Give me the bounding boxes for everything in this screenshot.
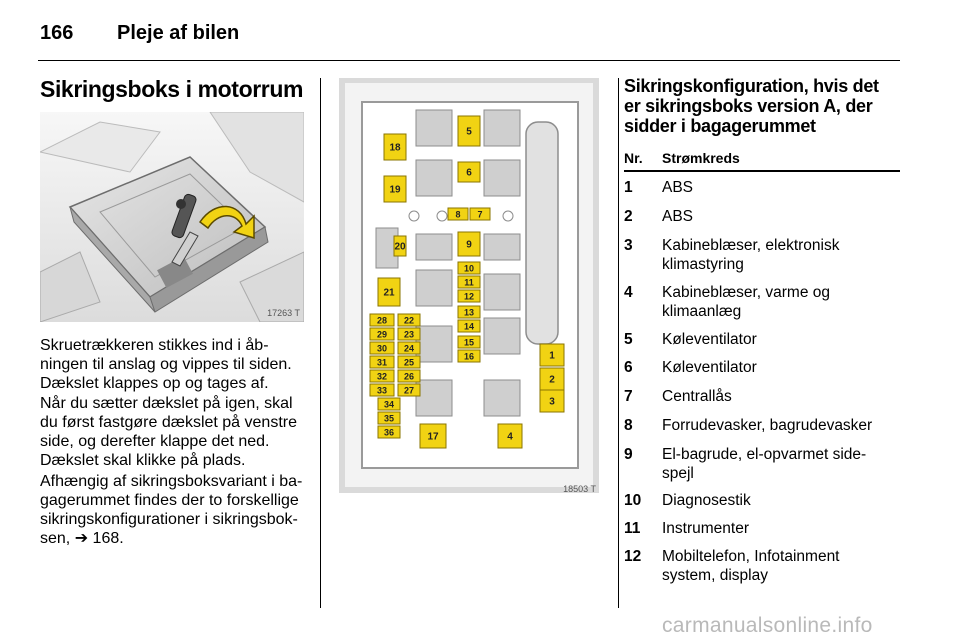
- circuit-description: Kabineblæser, varme og klimaanlæg: [662, 284, 831, 320]
- fuse-label: 28: [376, 315, 388, 326]
- relay-block: [416, 270, 452, 306]
- circuit-description: ABS: [662, 208, 694, 225]
- circuit-description: Centrallås: [662, 388, 732, 405]
- column-header-circuit: Strømkreds: [662, 150, 740, 166]
- fuse-label: 31: [376, 357, 388, 368]
- mounting-hole: [437, 211, 447, 221]
- relay-block: [416, 380, 452, 416]
- column-divider-right: [618, 78, 619, 608]
- fuse-label: 20: [394, 241, 406, 253]
- fuse-label: 13: [463, 307, 475, 318]
- circuit-description: Instrumenter: [662, 520, 750, 537]
- fuse-slot-18: [384, 134, 406, 160]
- circuit-description: Køleventilator: [662, 359, 757, 376]
- fuse-label: 15: [463, 337, 475, 348]
- circuit-description: El-bagrude, el-opvarmet side- spejl: [662, 446, 867, 482]
- relay-block: [416, 160, 452, 196]
- fuse-label: 8: [455, 209, 461, 220]
- relay-block: [484, 380, 520, 416]
- fuse-slot-13: [458, 306, 480, 318]
- section-title: Sikringsboks i motorrum: [40, 76, 304, 102]
- fuse-label: 19: [389, 184, 401, 196]
- fuse-slot-5: [458, 116, 480, 146]
- fuse-label: 25: [403, 357, 415, 368]
- fuse-label: 1: [549, 350, 555, 362]
- fuse-slot-27: [398, 384, 420, 396]
- fuse-label: 29: [376, 329, 388, 340]
- fuse-slot-21: [378, 278, 400, 306]
- fuse-number: 11: [624, 520, 641, 537]
- fuse-slot-10: [458, 262, 480, 274]
- fuse-slot-4: [498, 424, 522, 448]
- fuse-label: 10: [463, 263, 475, 274]
- fuse-label: 9: [466, 239, 472, 251]
- relay-block: [416, 110, 452, 146]
- fuse-slot-35: [378, 412, 400, 424]
- fuse-label: 14: [463, 321, 475, 332]
- circuit-description: ABS: [662, 179, 694, 196]
- fuse-slot-29: [370, 328, 394, 340]
- fuse-label: 3: [549, 396, 555, 408]
- fuse-label: 18: [389, 142, 401, 154]
- fuse-number: 8: [624, 417, 633, 434]
- fuse-number: 6: [624, 359, 633, 376]
- fuse-slot-34: [378, 398, 400, 410]
- screwdriver-illustration: [40, 112, 304, 322]
- fuse-slot-3: [540, 390, 564, 412]
- fuse-slot-22: [398, 314, 420, 326]
- fuse-number: 7: [624, 388, 633, 405]
- paragraph-refit-cover: Når du sætter dækslet på igen, skal du først fastgøre dækslet på venstre side, og derefter klappe det ned. Dækslet skal klikke på plads.: [40, 395, 297, 469]
- fuse-slot-16: [458, 350, 480, 362]
- fuse-label: 22: [403, 315, 415, 326]
- fuse-slot-9: [458, 232, 480, 256]
- config-heading: Sikringskonfiguration, hvis det er sikringsboks version A, der sidder i bagagerummet: [624, 76, 879, 136]
- table-rule: [624, 170, 900, 171]
- header-rule: [38, 60, 900, 61]
- fuse-label: 6: [466, 167, 472, 179]
- fuse-label: 11: [464, 277, 474, 288]
- diagram-figure-code: 18503 T: [563, 484, 596, 494]
- fuse-slot-23: [398, 328, 420, 340]
- relay-block: [416, 234, 452, 260]
- fuse-label: 17: [427, 431, 439, 443]
- fuse-label: 27: [403, 385, 415, 396]
- engine-fuse-box-photo: [40, 112, 304, 322]
- fuse-slot-32: [370, 370, 394, 382]
- fuse-number: 10: [624, 492, 642, 509]
- fuse-box-layout: [334, 78, 604, 498]
- column-divider-left: [320, 78, 321, 608]
- circuit-description: Forrudevasker, bagrudevasker: [662, 417, 873, 434]
- fuse-slot-33: [370, 384, 394, 396]
- fuse-slot-20: [394, 236, 406, 256]
- fuse-number: 12: [624, 548, 642, 565]
- fuse-slot-6: [458, 162, 480, 182]
- fuse-slot-7: [470, 208, 490, 220]
- relay-block: [484, 160, 520, 196]
- fuse-box-diagram: [334, 78, 604, 498]
- fuse-label: 24: [403, 343, 415, 354]
- fuse-slot-8: [448, 208, 468, 220]
- fuse-label: 4: [507, 431, 513, 443]
- fuse-slot-17: [420, 424, 446, 448]
- photo-figure-code: 17263 T: [267, 308, 300, 318]
- paragraph-variants: Afhængig af sikringsboksvariant i ba- gagerummet findes der to forskellige sikringskonfigurationer i sikringsbok- sen, ➔ 168.: [40, 473, 303, 547]
- circuit-description: Kabineblæser, elektronisk klimastyring: [662, 237, 840, 273]
- fuse-slot-36: [378, 426, 400, 438]
- fuse-label: 2: [549, 374, 555, 386]
- running-title: Pleje af bilen: [117, 22, 240, 44]
- fuse-number: 5: [624, 331, 633, 348]
- circuit-description: Mobiltelefon, Infotainment system, display: [662, 548, 840, 584]
- table-header: [624, 150, 900, 172]
- fuse-slot-24: [398, 342, 420, 354]
- fuse-label: 12: [463, 291, 475, 302]
- fuse-number: 9: [624, 446, 633, 463]
- fuse-slot-19: [384, 176, 406, 202]
- column-header-nr: Nr.: [624, 150, 643, 166]
- fuse-slot-31: [370, 356, 394, 368]
- paragraph-remove-cover: Skruetrækkeren stikkes ind i åb- ningen til anslag og vippes til siden. Dækslet klappes op og tages af.: [40, 337, 292, 392]
- fuse-label: 35: [383, 413, 395, 424]
- watermark: carmanualsonline.info: [662, 614, 873, 637]
- relay-block: [416, 326, 452, 362]
- fuse-label: 30: [376, 343, 388, 354]
- fuse-number: 1: [624, 179, 633, 196]
- circuit-description: Diagnosestik: [662, 492, 751, 509]
- fuse-slot-11: [458, 276, 480, 288]
- fuse-label: 7: [477, 209, 483, 220]
- page-number: 166: [40, 22, 74, 44]
- fuse-slot-26: [398, 370, 420, 382]
- fuse-number: 2: [624, 208, 633, 225]
- fuse-number: 3: [624, 237, 633, 254]
- relay-block: [484, 110, 520, 146]
- mounting-hole: [503, 211, 513, 221]
- mounting-hole: [409, 211, 419, 221]
- relay-block: [484, 318, 520, 354]
- fuse-slot-14: [458, 320, 480, 332]
- fuse-label: 26: [403, 371, 415, 382]
- fuse-number: 4: [624, 284, 633, 301]
- fuse-slot-30: [370, 342, 394, 354]
- fuse-slot-25: [398, 356, 420, 368]
- fuse-label: 34: [383, 399, 395, 410]
- fuse-slot-2: [540, 368, 564, 390]
- fuse-label: 16: [463, 351, 475, 362]
- fuse-slot-15: [458, 336, 480, 348]
- fuse-label: 32: [376, 371, 388, 382]
- relay-block: [484, 274, 520, 310]
- fuse-slot-12: [458, 290, 480, 302]
- circuit-description: Køleventilator: [662, 331, 757, 348]
- fuse-label: 21: [383, 287, 395, 299]
- fuse-label: 33: [376, 385, 388, 396]
- fuse-slot-1: [540, 344, 564, 366]
- relay-block: [484, 234, 520, 260]
- fuse-label: 23: [403, 329, 415, 340]
- fuse-label: 5: [466, 126, 472, 138]
- fuse-label: 36: [383, 427, 395, 438]
- fuse-slot-28: [370, 314, 394, 326]
